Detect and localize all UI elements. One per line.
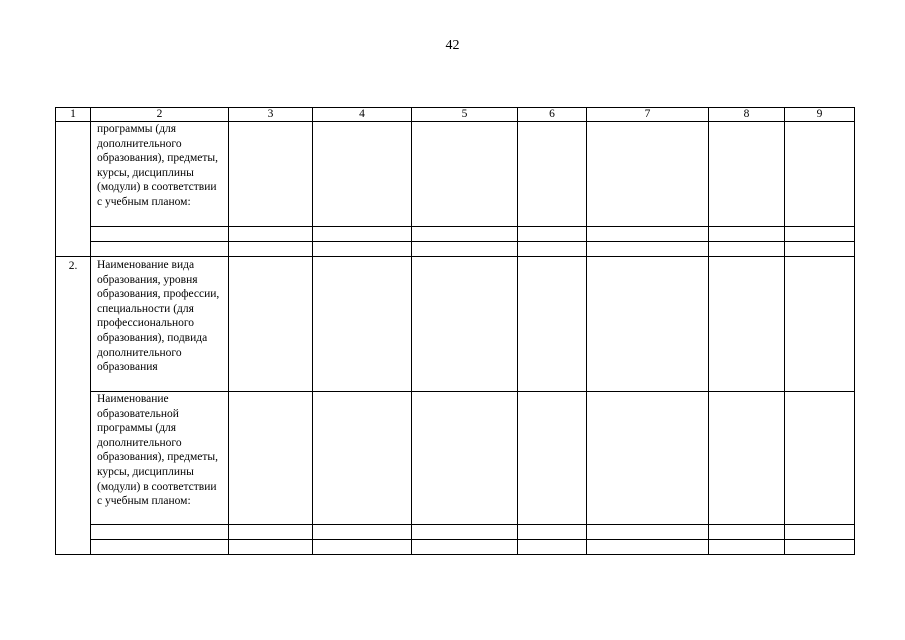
empty-cell bbox=[518, 227, 587, 242]
empty-cell bbox=[412, 122, 518, 227]
table-row bbox=[56, 392, 855, 525]
empty-cell bbox=[412, 257, 518, 392]
empty-cell bbox=[785, 242, 855, 257]
empty-cell bbox=[91, 227, 229, 242]
column-number-row bbox=[56, 108, 855, 122]
table-row bbox=[56, 257, 855, 392]
table-row bbox=[56, 242, 855, 257]
empty-cell bbox=[709, 122, 785, 227]
empty-cell bbox=[229, 525, 313, 540]
column-number: 3 bbox=[229, 108, 313, 122]
empty-cell bbox=[709, 392, 785, 525]
empty-cell bbox=[518, 392, 587, 525]
empty-cell bbox=[412, 242, 518, 257]
empty-cell bbox=[518, 540, 587, 555]
empty-cell bbox=[785, 540, 855, 555]
column-number: 6 bbox=[518, 108, 587, 122]
row-number-cell: 2. bbox=[56, 257, 91, 555]
column-number: 5 bbox=[412, 108, 518, 122]
empty-cell bbox=[587, 392, 709, 525]
empty-cell bbox=[587, 257, 709, 392]
empty-cell bbox=[229, 540, 313, 555]
empty-cell bbox=[587, 525, 709, 540]
empty-cell bbox=[313, 227, 412, 242]
empty-cell bbox=[587, 242, 709, 257]
empty-cell bbox=[709, 540, 785, 555]
column-number: 7 bbox=[587, 108, 709, 122]
empty-cell bbox=[412, 392, 518, 525]
empty-cell bbox=[229, 257, 313, 392]
education-type-cell: Наименование вида образования, уровня образования, профессии, специальности (для профессионального образования), подвида дополнительного образования bbox=[91, 257, 229, 392]
column-number: 8 bbox=[709, 108, 785, 122]
empty-cell bbox=[785, 122, 855, 227]
empty-cell bbox=[229, 392, 313, 525]
form-table bbox=[55, 107, 855, 555]
program-name-cell: Наименование образовательной программы (для дополнительного образования), предметы, курсы, дисциплины (модули) в соответствии с учебным планом: bbox=[91, 392, 229, 525]
column-number: 2 bbox=[91, 108, 229, 122]
empty-cell bbox=[785, 257, 855, 392]
empty-cell bbox=[587, 227, 709, 242]
column-number: 9 bbox=[785, 108, 855, 122]
column-number: 1 bbox=[56, 108, 91, 122]
empty-cell bbox=[587, 122, 709, 227]
empty-cell bbox=[313, 122, 412, 227]
table-row bbox=[56, 227, 855, 242]
empty-cell bbox=[518, 122, 587, 227]
empty-cell bbox=[91, 540, 229, 555]
empty-cell bbox=[229, 227, 313, 242]
page-number: 42 bbox=[445, 38, 460, 53]
empty-cell bbox=[91, 242, 229, 257]
empty-cell bbox=[313, 525, 412, 540]
empty-cell bbox=[412, 227, 518, 242]
empty-cell bbox=[313, 257, 412, 392]
empty-cell bbox=[91, 525, 229, 540]
empty-cell bbox=[709, 257, 785, 392]
empty-cell bbox=[785, 392, 855, 525]
empty-cell bbox=[412, 525, 518, 540]
empty-cell bbox=[229, 242, 313, 257]
empty-cell bbox=[709, 227, 785, 242]
row-number-cell bbox=[56, 122, 91, 257]
empty-cell bbox=[785, 525, 855, 540]
empty-cell bbox=[313, 392, 412, 525]
empty-cell bbox=[313, 540, 412, 555]
empty-cell bbox=[518, 525, 587, 540]
table-row bbox=[56, 122, 855, 227]
empty-cell bbox=[313, 242, 412, 257]
empty-cell bbox=[587, 540, 709, 555]
empty-cell bbox=[412, 540, 518, 555]
table-row bbox=[56, 540, 855, 555]
empty-cell bbox=[709, 242, 785, 257]
empty-cell bbox=[229, 122, 313, 227]
empty-cell bbox=[518, 257, 587, 392]
empty-cell bbox=[785, 227, 855, 242]
empty-cell bbox=[518, 242, 587, 257]
column-number: 4 bbox=[313, 108, 412, 122]
table-row bbox=[56, 525, 855, 540]
program-name-cell: программы (для дополнительного образования), предметы, курсы, дисциплины (модули) в соответствии с учебным планом: bbox=[91, 122, 229, 227]
empty-cell bbox=[709, 525, 785, 540]
